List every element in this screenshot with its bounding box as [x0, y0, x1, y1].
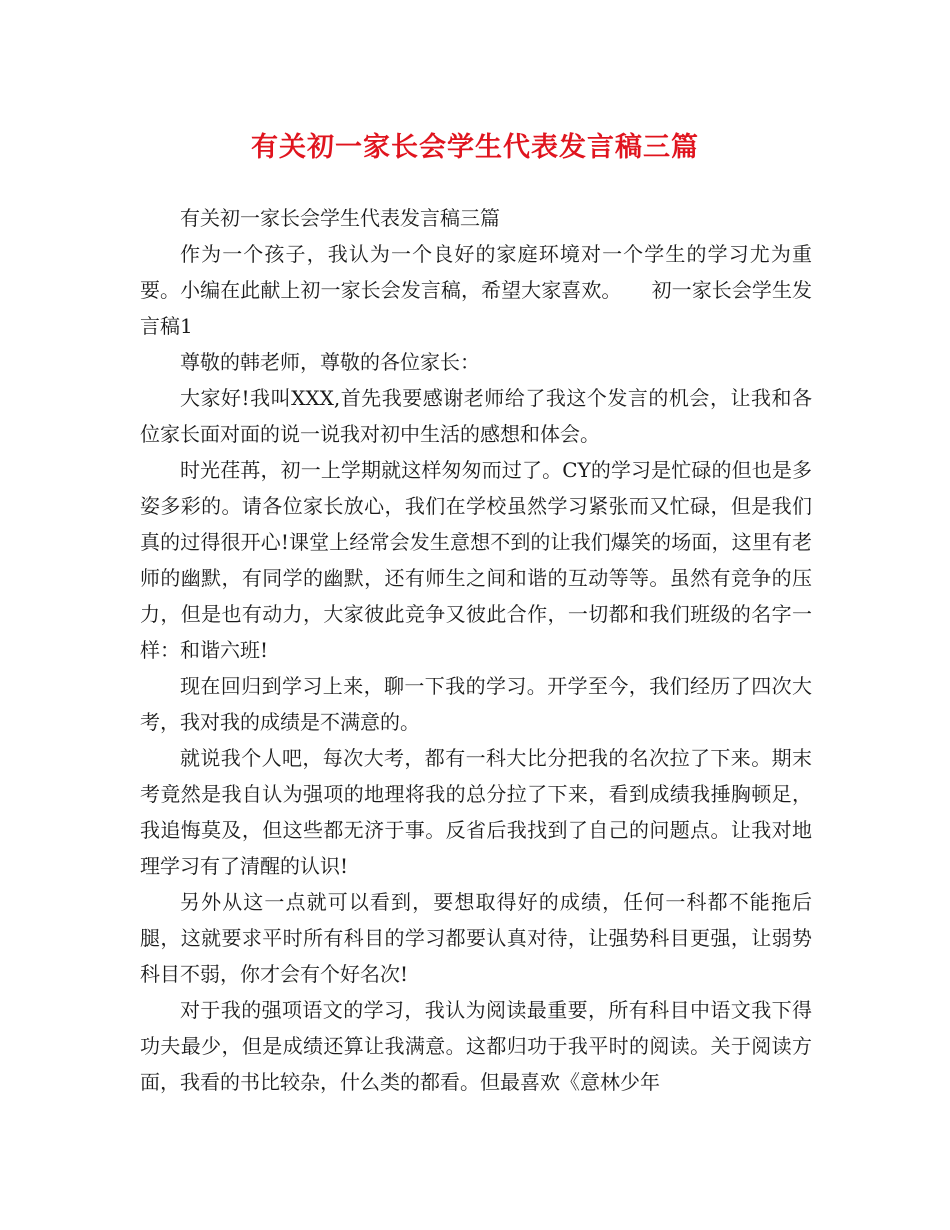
paragraph: 尊敬的韩老师，尊敬的各位家长： [180, 350, 480, 374]
paragraph: 对于我的强项语文的学习，我认为阅读最重要，所有科目中语文我下得功夫最少，但是成绩还算让我满意。这都归功于我平时的阅读。关于阅读方面，我看的书比较杂，什么类的都看。但最喜欢《意林少年 [140, 998, 812, 1094]
paragraph: 作为一个孩子，我认为一个良好的家庭环境对一个学生的学习尤为重要。小编在此献上初一家长会发言稿，希望大家喜欢。 初一家长会学生发言稿1 [140, 242, 812, 338]
paragraph: 大家好!我叫XXX,首先我要感谢老师给了我这个发言的机会，让我和各位家长面对面的说一说我对初中生活的感想和体会。 [140, 386, 812, 446]
paragraph: 时光荏苒，初一上学期就这样匆匆而过了。CY的学习是忙碌的但也是多姿多彩的。请各位家长放心，我们在学校虽然学习紧张而又忙碌，但是我们真的过得很开心!课堂上经常会发生意想不到的让我们爆笑的场面，这里有老师的幽默，有同学的幽默，还有师生之间和谐的互动等等。虽然有竞争的压力，但是也有动力，大家彼此竞争又彼此合作，一切都和我们班级的名字一样：和谐六班! [140, 458, 812, 662]
document-body [140, 200, 812, 1100]
paragraph: 另外从这一点就可以看到，要想取得好的成绩，任何一科都不能拖后腿，这就要求平时所有科目的学习都要认真对待，让强势科目更强，让弱势科目不弱，你才会有个好名次! [140, 890, 812, 986]
paragraph: 现在回归到学习上来，聊一下我的学习。开学至今，我们经历了四次大考，我对我的成绩是不满意的。 [140, 674, 812, 734]
paragraph: 就说我个人吧，每次大考，都有一科大比分把我的名次拉了下来。期末考竟然是我自认为强项的地理将我的总分拉了下来，看到成绩我捶胸顿足，我追悔莫及，但这些都无济于事。反省后我找到了自己的问题点。让我对地理学习有了清醒的认识! [140, 746, 812, 878]
document-title: 有关初一家长会学生代表发言稿三篇 [251, 132, 699, 163]
paragraph: 有关初一家长会学生代表发言稿三篇 [180, 206, 500, 230]
